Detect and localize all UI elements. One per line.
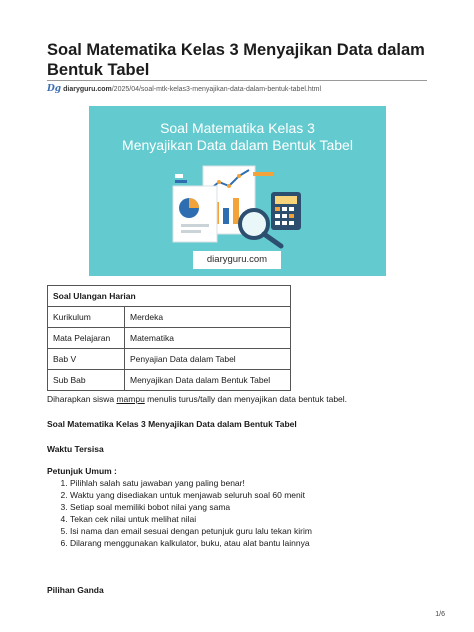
- calculator-icon: [271, 192, 301, 230]
- table-key: Mata Pelajaran: [48, 328, 125, 349]
- intro-paragraph: [47, 393, 347, 405]
- list-item: 2. Waktu yang disediakan untuk menjawab seluruh soal 60 menit: [70, 489, 312, 501]
- table-row: [48, 349, 291, 370]
- petunjuk-list: [47, 477, 312, 549]
- source-path[interactable]: /2025/04/soal-mtk-kelas3-menyajikan-data-dalam-bentuk-tabel.html: [111, 86, 322, 93]
- waktu-tersisa-label: Waktu Tersisa: [47, 444, 104, 454]
- petunjuk-heading: Petunjuk Umum :: [47, 466, 117, 476]
- table-row: [48, 286, 291, 307]
- table-key: Sub Bab: [48, 370, 125, 391]
- banner-title-line-1: Soal Matematika Kelas 3: [160, 120, 315, 136]
- title-divider: [47, 80, 427, 81]
- pilihan-ganda-heading: Pilihan Ganda: [47, 585, 104, 595]
- table-row: [48, 328, 291, 349]
- intro-text-underlined: mampu: [116, 394, 145, 404]
- list-item: 3. Setiap soal memiliki bobot nilai yang sama: [70, 501, 312, 513]
- page-number: 1/6: [435, 611, 445, 618]
- article-banner: [89, 106, 386, 276]
- table-value: Menyajikan Data dalam Bentuk Tabel: [125, 370, 291, 391]
- table-header: Soal Ulangan Harian: [48, 286, 291, 307]
- intro-text-after: menulis turus/tally dan menyajikan data bentuk tabel.: [144, 394, 348, 404]
- banner-title-line-2: Menyajikan Data dalam Bentuk Tabel: [122, 137, 353, 153]
- table-row: [48, 307, 291, 328]
- list-item: 4. Tekan cek nilai untuk melihat nilai: [70, 513, 312, 525]
- list-item: 6. Dilarang menggunakan kalkulator, buku, atau alat bantu lainnya: [70, 537, 312, 549]
- section-title: Soal Matematika Kelas 3 Menyajikan Data dalam Bentuk Tabel: [47, 419, 297, 429]
- table-value: Merdeka: [125, 307, 291, 328]
- table-key: Kurikulum: [48, 307, 125, 328]
- table-value: Penyajian Data dalam Tabel: [125, 349, 291, 370]
- page-title: Soal Matematika Kelas 3 Menyajikan Data dalam Bentuk Tabel: [47, 41, 425, 79]
- source-url[interactable]: [47, 83, 427, 95]
- table-key: Bab V: [48, 349, 125, 370]
- source-host[interactable]: diaryguru.com: [63, 86, 112, 93]
- info-table: [47, 285, 291, 391]
- list-item: 5. Isi nama dan email sesuai dengan petunjuk guru lalu tekan kirim: [70, 525, 312, 537]
- diaryguru-logo-icon: Dg: [47, 84, 62, 94]
- intro-text-before: Diharapkan siswa: [47, 394, 117, 404]
- banner-site-label: diaryguru.com: [193, 251, 281, 269]
- table-value: Matematika: [125, 328, 291, 349]
- table-row: [48, 370, 291, 391]
- list-item: 1. Pilihlah salah satu jawaban yang paling benar!: [70, 477, 312, 489]
